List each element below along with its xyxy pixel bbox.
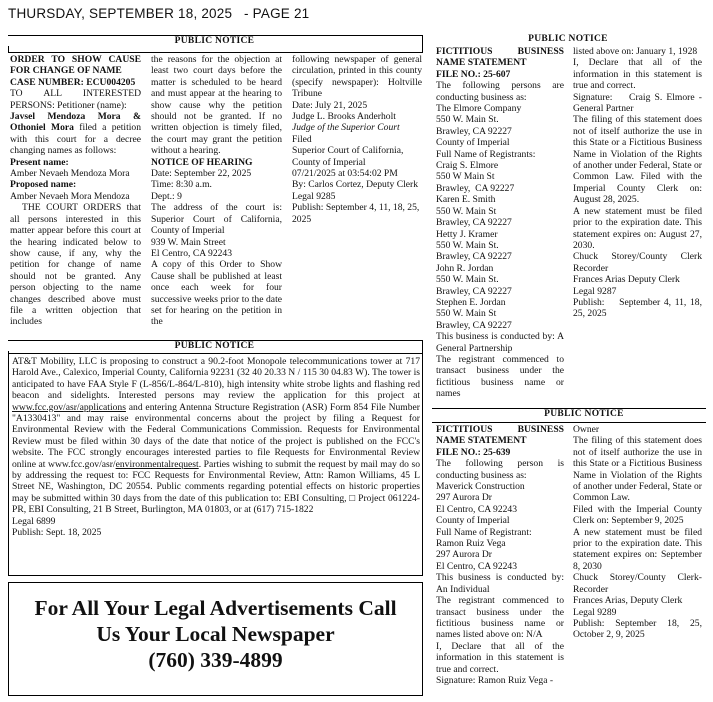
court-street: 939 W. Main Street: [151, 236, 226, 248]
ad-phone: (760) 339-4899: [148, 648, 283, 672]
petitioners: Javsel Mendoza Mora & Othoniel Mora: [10, 111, 141, 134]
filed-court: Superior Court of California, County of Imperial: [292, 145, 404, 168]
proposed-name: Amber Nevaeh Mora Mendoza: [10, 190, 130, 202]
fcc-applications-link[interactable]: www.fcc.gov/asr/applications: [12, 401, 126, 413]
fbn1-r5-name: Stephen E. Jordan: [436, 296, 506, 308]
legal-number: Legal 9285: [292, 190, 336, 202]
copy-text: A copy of this Order to Show Cause shall be published at least once each week for four successive weeks prior to the date set for hearing on the petition in the: [151, 259, 282, 328]
fbn1-r1-name: Craig S. Elmore: [436, 160, 499, 172]
fbn2-addr2: El Centro, CA 92243: [436, 503, 518, 515]
fbn2-col-2: [573, 424, 702, 664]
att-notice-text: [12, 356, 420, 539]
filed-time: 07/21/2025 at 03:54:02 PM: [292, 168, 398, 180]
deputy-clerk: By: Carlos Cortez, Deputy Clerk: [292, 179, 419, 191]
fbn2-county: County of Imperial: [436, 515, 510, 527]
hearing-heading: NOTICE OF HEARING: [151, 156, 253, 168]
fbn1-publish: Publish: September 4, 11, 18, 25, 2025: [573, 296, 705, 320]
fbn2-r-name: Ramon Ruiz Vega: [436, 538, 506, 550]
order-date: Date: July 21, 2025: [292, 99, 368, 111]
fbn2-conducted: This business is conducted by: An Individual: [436, 572, 564, 595]
fbn2-filed: Filed with the Imperial County Clerk on: September 9, 2025: [573, 503, 702, 527]
fbn1-addr2: Brawley, CA 92227: [436, 125, 512, 137]
att-publish: Publish: Sept. 18, 2025: [12, 527, 102, 539]
petition-text: [10, 111, 141, 157]
fbn1-r5-city: Brawley, CA 92227: [436, 319, 512, 331]
att-text-3: . Parties wishing to submit the request by mail may do so by addressing the request to: FCC Requests for Environmental Review, Attn: Ramon Williams, 45 L Street NE, Washington, DC 20554. Public comments regarding potential effects on historic properties may be submitted within 30 days from the date of this publication to: EBI Consulting, □ Project 061224-PR, EBI Consulting, 21 B Street, Burlington, MA 01803, or at (617) 715-1822: [12, 458, 420, 516]
fbn1-title: PUBLIC NOTICE: [528, 34, 608, 44]
order-notice-col-1: [10, 54, 141, 334]
fbn2-publish: Publish: September 18, 25, October 2, 9, 2025: [573, 617, 702, 641]
fbn1-file-no: FILE NO.: 25-607: [436, 68, 511, 80]
fbn1-r5-addr: 550 W. Main St: [436, 308, 497, 320]
judge-title: Judge of the Superior Court: [292, 122, 400, 134]
fbn1-conducted: This business is conducted by: A General Partnership: [436, 331, 564, 354]
present-name: Amber Nevaeh Mendoza Mora: [10, 168, 130, 180]
fbn2-addr1: 297 Aurora Dr: [436, 492, 492, 504]
hearing-date: Date: September 22, 2025: [151, 168, 252, 180]
fbn2-r-city: El Centro, CA 92243: [436, 560, 518, 572]
legal-ad-box: [8, 582, 423, 696]
hearing-time: Time: 8:30 a.m.: [151, 179, 212, 191]
fbn2-col-1: [436, 424, 564, 699]
fbn2-commenced: The registrant commenced to transact business under the fictitious business name or names listed above on: N/A: [436, 595, 564, 641]
att-title-divider: [8, 353, 422, 354]
fbn1-signature: Signature: Craig S. Elmore - General Partner: [573, 91, 705, 115]
fbn2-registrant-label: Full Name of Registrant:: [436, 526, 532, 538]
court-orders: THE COURT ORDERS that all persons interested in this matter appear before this court at the hearing indicated below to show cause, if any, why the petition for change of name should not be granted. Any person objecting to the name changes described above must file a written objection that includes: [10, 202, 141, 328]
fbn1-commenced: The registrant commenced to transact business under the fictitious business name or names: [436, 353, 564, 400]
court-address-intro: The address of the court is: Superior Court of California, County of Imperial: [151, 202, 282, 237]
fbn1-registrants-label: Full Name of Registrants:: [436, 148, 536, 160]
fbn2-intro: The following person is conducting business as:: [436, 458, 564, 481]
fbn2-filing-note: The filing of this statement does not of itself authorize the use in this State or a Fictitious Business Name in Violation of the Rights of another under Federal, State or Common Law.: [573, 435, 702, 504]
fbn2-heading: FICTITIOUS BUSINESS NAME STATEMENT: [436, 424, 564, 447]
fbn1-r3-name: Hetty J. Kramer: [436, 228, 498, 240]
fbn2-owner: Owner: [573, 424, 600, 435]
order-notice-col-2: [151, 54, 282, 334]
fbn1-r3-city: Brawley, CA 92227: [436, 251, 512, 263]
fbn1-r2-addr: 550 W. Main St: [436, 205, 497, 217]
att-body: [12, 356, 420, 516]
ad-line-2: Us Your Local Newspaper: [96, 622, 335, 646]
fbn1-r2-name: Karen E. Smith: [436, 194, 496, 206]
fbn2-signature: Signature: Ramon Ruiz Vega -: [436, 674, 554, 686]
fbn2-title: PUBLIC NOTICE: [530, 409, 638, 419]
fbn1-r1-addr: 550 W Main St: [436, 171, 495, 183]
fbn1-col-2: [573, 46, 705, 336]
fbn2-new-statement: A new statement must be filed prior to the expiration date. This statement expires on: September 8, 2030: [573, 526, 702, 572]
order-notice-title: PUBLIC NOTICE: [8, 36, 421, 46]
fbn2-business: Maverick Construction: [436, 481, 525, 493]
fbn1-business: The Elmore Company: [436, 103, 522, 115]
fbn1-col-1: [436, 46, 564, 408]
case-number: CASE NUMBER: ECU004205: [10, 76, 136, 88]
fbn2-declare: I, Declare that all of the information in this statement is true and correct.: [436, 640, 564, 675]
fbn1-r3-addr: 550 W. Main St.: [436, 239, 499, 251]
publish-dates: Publish: September 4, 11, 18, 25, 2025: [292, 202, 420, 225]
att-text-1: AT&T Mobility, LLC is proposing to construct a 90.2-foot Monopole telecommunications tower at 717 Harold Ave., Calexico, Imperial County, California 92231 (32 40 20.33 N / 115 30 04.83 W). The tower is anticipated to have FAA Style F (L-856/L-864/L-810), high intensity white strobe lights and flashing red beacon and sidelights. Interested persons may review the application for this project at: [12, 356, 420, 402]
environmental-request-link[interactable]: environmentalrequest: [115, 458, 199, 470]
newspaper-continued: following newspaper of general circulation, printed in this county (specify newspaper): Holtville Tribune: [292, 54, 422, 100]
att-legal: Legal 6899: [12, 515, 56, 527]
fbn1-clerk: Chuck Storey/County Clerk Recorder: [573, 251, 702, 274]
order-notice-col-3: [292, 54, 422, 334]
fbn1-filing-note: The filing of this statement does not of itself authorize the use in this State or a Fictitious Business Name in Violation of the Rights of another under Federal, State or Common Law. Filed with the Imperial County Clerk on: August 28, 2025.: [573, 114, 702, 206]
court-city: El Centro, CA 92243: [151, 247, 233, 259]
filed-label: Filed: [292, 133, 312, 145]
present-name-label: Present name:: [10, 156, 69, 168]
addressed-to: TO ALL INTERESTED PERSONS: Petitioner (name):: [10, 88, 141, 111]
fbn1-declare: I, Declare that all of the information in this statement is true and correct.: [573, 57, 702, 92]
fbn1-r2-city: Brawley, CA 92227: [436, 217, 512, 229]
fbn1-intro: The following persons are conducting business as:: [436, 80, 564, 103]
fbn1-new-statement: A new statement must be filed prior to the expiration date. This statement expires on: August 27, 2030.: [573, 205, 702, 251]
fbn1-r1-city: Brawley, CA 92227: [436, 182, 515, 194]
ad-line-1: For All Your Legal Advertisements Call: [34, 596, 397, 620]
att-notice-title: PUBLIC NOTICE: [8, 341, 421, 351]
fbn1-r4-addr: 550 W. Main St.: [436, 274, 499, 286]
fbn1-heading: FICTITIOUS BUSINESS NAME STATEMENT: [436, 46, 564, 69]
proposed-name-label: Proposed name:: [10, 179, 77, 191]
fbn2-deputy: Frances Arias, Deputy Clerk: [573, 595, 683, 607]
fbn1-county: County of Imperial: [436, 137, 510, 149]
fbn1-r4-name: John R. Jordan: [436, 262, 494, 274]
fbn1-deputy: Frances Arias Deputy Clerk: [573, 274, 680, 286]
order-heading: ORDER TO SHOW CAUSE FOR CHANGE OF NAME: [10, 54, 141, 77]
fbn1-addr1: 550 W. Main St.: [436, 114, 499, 126]
page-header: THURSDAY, SEPTEMBER 18, 2025 - PAGE 21: [8, 6, 310, 21]
fbn2-legal: Legal 9289: [573, 606, 617, 618]
fbn1-legal: Legal 9287: [573, 285, 617, 297]
petition-body: filed a petition with this court for a decree changing names as follows:: [10, 122, 142, 157]
judge-name: Judge L. Brooks Anderholt: [292, 111, 396, 123]
objection-continued: the reasons for the objection at least two court days before the matter is scheduled to be heard and must appear at the hearing to show cause why the petition should not be granted. If no written objection is timely filed, the court may grant the petition without a hearing.: [151, 54, 282, 157]
fbn1-r4-city: Brawley, CA 92227: [436, 285, 512, 297]
fbn2-r-addr: 297 Aurora Dr: [436, 549, 492, 561]
fbn2-clerk: Chuck Storey/County Clerk-Recorder: [573, 572, 702, 595]
fbn2-file-no: FILE NO.: 25-639: [436, 446, 511, 458]
att-text-2: and entering Antenna Structure Registration (ASR) Form 854 File Number "A1330413" and may raise environmental concerns about the project by filing a Request for Environmental Review with the Federal Communications Commission. Requests for Environmental Review must be filed within 30 days of the date that notice of the project is published on the FCC's website. The FCC strongly encourages interested parties to file Requests for Environmental Review online at www.fcc.gov/asr/: [12, 401, 421, 470]
hearing-dept: Dept.: 9: [151, 190, 182, 202]
fbn1-listed-date: listed above on: January 1, 1928: [573, 46, 698, 57]
